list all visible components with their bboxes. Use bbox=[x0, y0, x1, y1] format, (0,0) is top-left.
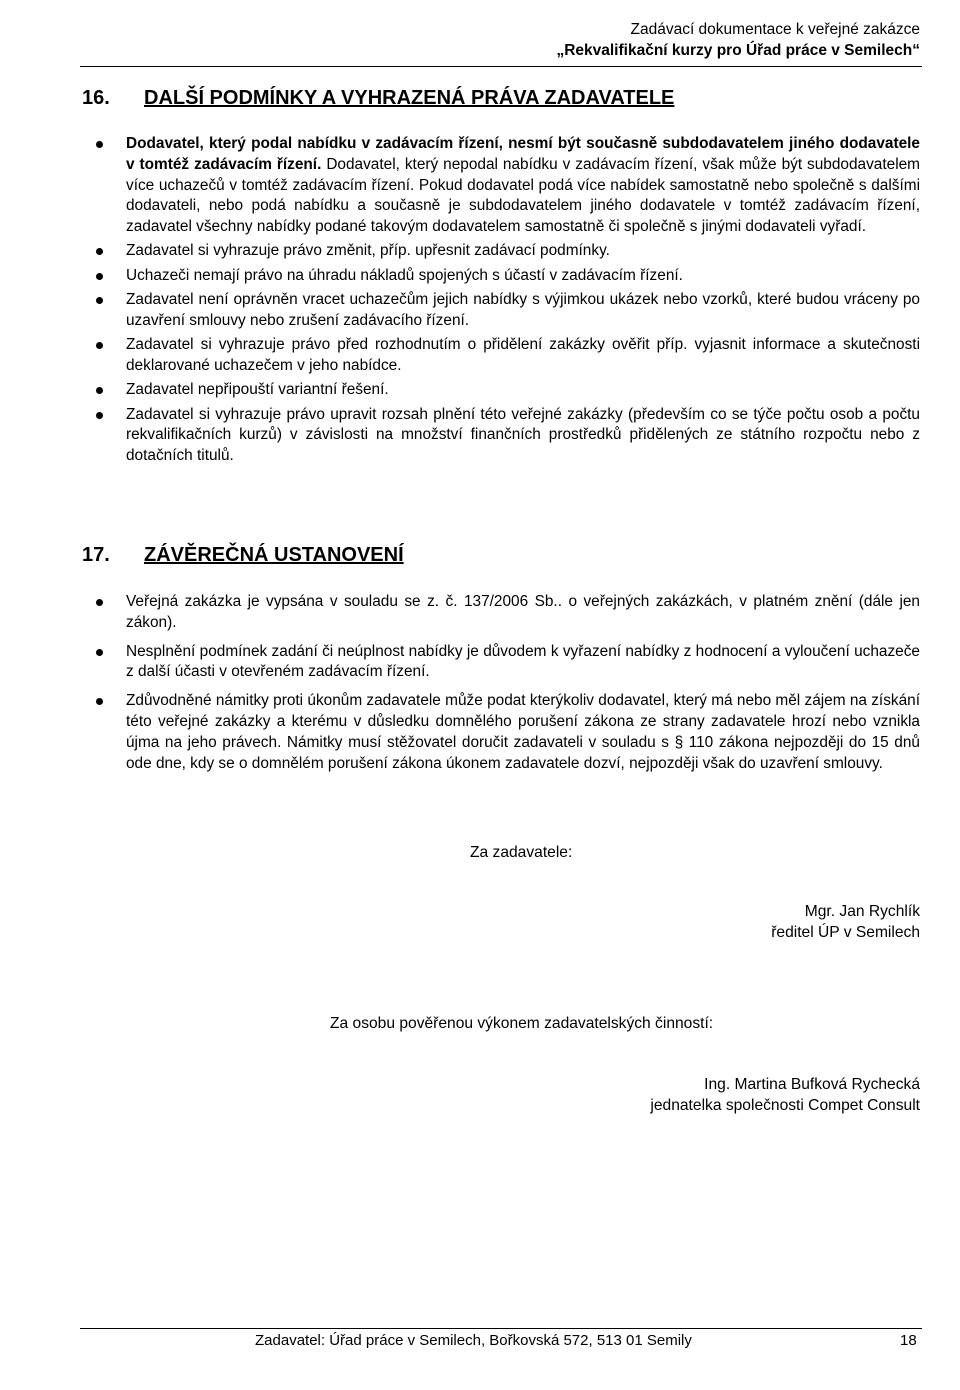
list-item-text: Zdůvodněné námitky proti úkonům zadavatele může podat kterýkoliv dodavatel, který má nebo měl zájem na získání této veřejné zakázky a kterému v důsledku domnělého porušení zákona ze strany zadavatele hrozí nebo vznikla újma na jeho právech. Námitky musí stěžovatel doručit zadavateli v souladu s § 110 zákona nejpozději do 15 dnů ode dne, kdy se o domnělém porušení zákona úkonem zadavatele dozví, nejpozději však do uzavření smlouvy. bbox=[126, 692, 920, 772]
list-item bbox=[126, 266, 920, 287]
bullet-icon bbox=[96, 273, 103, 280]
list-item bbox=[126, 380, 920, 401]
list-item-text: Zadavatel si vyhrazuje právo upravit rozsah plnění této veřejné zakázky (především co se týče počtu osob a počtu rekvalifikačních kurzů) v závislosti na množství finančních prostředků přidělených ze státního rozpočtu nebo z dotačních titulů. bbox=[126, 405, 920, 465]
list-item-text: Zadavatel není oprávněn vracet uchazečům jejich nabídky s výjimkou ukázek nebo vzorků, které budou vráceny po uzavření smlouvy nebo zrušení zadávacího řízení. bbox=[126, 291, 920, 329]
page-number: 18 bbox=[900, 1332, 917, 1349]
list-item-text: Dodavatel, který nepodal nabídku v zadávacím řízení, však může být subdodavatelem více uchazečů v tomtéž zadávacím řízení. Pokud dodavatel podá více nabídek samostatně nebo společně s dalšími dodavateli, nebo podá nabídku a současně je subdodavatelem jiného dodavatele v tomtéž zadávacím řízení, zadavatel všechny nabídky podané takovým dodavatelem samostatně či společně s jinými dodavateli vyřadí. bbox=[126, 155, 920, 236]
section-16-heading bbox=[82, 87, 674, 110]
bullet-icon bbox=[96, 297, 103, 304]
bullet-icon bbox=[96, 248, 103, 255]
header-document-title: Zadávací dokumentace k veřejné zakázce bbox=[630, 21, 920, 38]
list-item-text: Zadavatel nepřipouští variantní řešení. bbox=[126, 381, 389, 399]
section-16-number: 16. bbox=[82, 87, 110, 109]
list-item bbox=[126, 241, 920, 262]
section-16-list bbox=[126, 134, 920, 470]
signature-delegate-label: Za osobu pověřenou výkonem zadavatelských činností: bbox=[330, 1015, 714, 1032]
list-item bbox=[126, 134, 920, 238]
bullet-icon bbox=[96, 599, 103, 606]
footer-address: Zadavatel: Úřad práce v Semilech, Bořkovská 572, 513 01 Semily bbox=[255, 1332, 692, 1349]
section-17-number: 17. bbox=[82, 544, 110, 566]
bullet-icon bbox=[96, 412, 103, 419]
bullet-icon bbox=[96, 649, 103, 656]
bullet-icon bbox=[96, 141, 103, 148]
header-contract-name: „Rekvalifikační kurzy pro Úřad práce v Semilech“ bbox=[556, 42, 920, 59]
signatory-role: ředitel ÚP v Semilech bbox=[771, 923, 920, 941]
list-item-text: Nesplnění podmínek zadání či neúplnost nabídky je důvodem k vyřazení nabídky z hodnocení a vyloučení uchazeče z další účasti v otevřeném zadávacím řízení. bbox=[126, 642, 920, 681]
list-item bbox=[126, 642, 920, 684]
signatory-name: Ing. Martina Bufková Rychecká bbox=[704, 1076, 920, 1093]
list-item-text: Zadavatel si vyhrazuje právo před rozhodnutím o přidělení zakázky ověřit příp. vyjasnit informace a skutečnosti deklarované uchazečem v jeho nabídce. bbox=[126, 336, 920, 374]
section-17-title: ZÁVĚREČNÁ USTANOVENÍ bbox=[144, 544, 404, 566]
list-item bbox=[126, 691, 920, 774]
section-16-title: DALŠÍ PODMÍNKY A VYHRAZENÁ PRÁVA ZADAVATELE bbox=[144, 87, 675, 109]
header-divider bbox=[80, 66, 922, 67]
section-17-heading bbox=[82, 544, 404, 567]
page-header bbox=[320, 19, 920, 61]
list-item bbox=[126, 335, 920, 377]
bullet-icon bbox=[96, 342, 103, 349]
list-item-text: Uchazeči nemají právo na úhradu nákladů spojených s účastí v zadávacím řízení. bbox=[126, 266, 683, 284]
list-item-bold-text: Dodavatel, který podal nabídku v zadávacím řízení, nesmí být současně subdodavatelem jiného dodavatele v tomtéž zadávacím řízení. bbox=[126, 135, 920, 173]
section-17-list bbox=[126, 592, 920, 778]
list-item-text: Veřejná zakázka je vypsána v souladu se z. č. 137/2006 Sb.. o veřejných zakázkách, v platném znění (dále jen zákon). bbox=[126, 593, 920, 631]
signature-for-label: Za zadavatele: bbox=[470, 844, 573, 861]
list-item bbox=[126, 290, 920, 332]
list-item bbox=[126, 592, 920, 634]
list-item bbox=[126, 405, 920, 467]
signatory-role: jednatelka společnosti Compet Consult bbox=[650, 1096, 920, 1114]
bullet-icon bbox=[96, 698, 103, 705]
list-item-text: Zadavatel si vyhrazuje právo změnit, příp. upřesnit zadávací podmínky. bbox=[126, 242, 610, 260]
bullet-icon bbox=[96, 387, 103, 394]
footer-divider bbox=[80, 1328, 922, 1329]
signature-block-delegate bbox=[420, 1075, 920, 1116]
signature-block-director bbox=[520, 902, 920, 943]
signatory-name: Mgr. Jan Rychlík bbox=[804, 903, 920, 920]
